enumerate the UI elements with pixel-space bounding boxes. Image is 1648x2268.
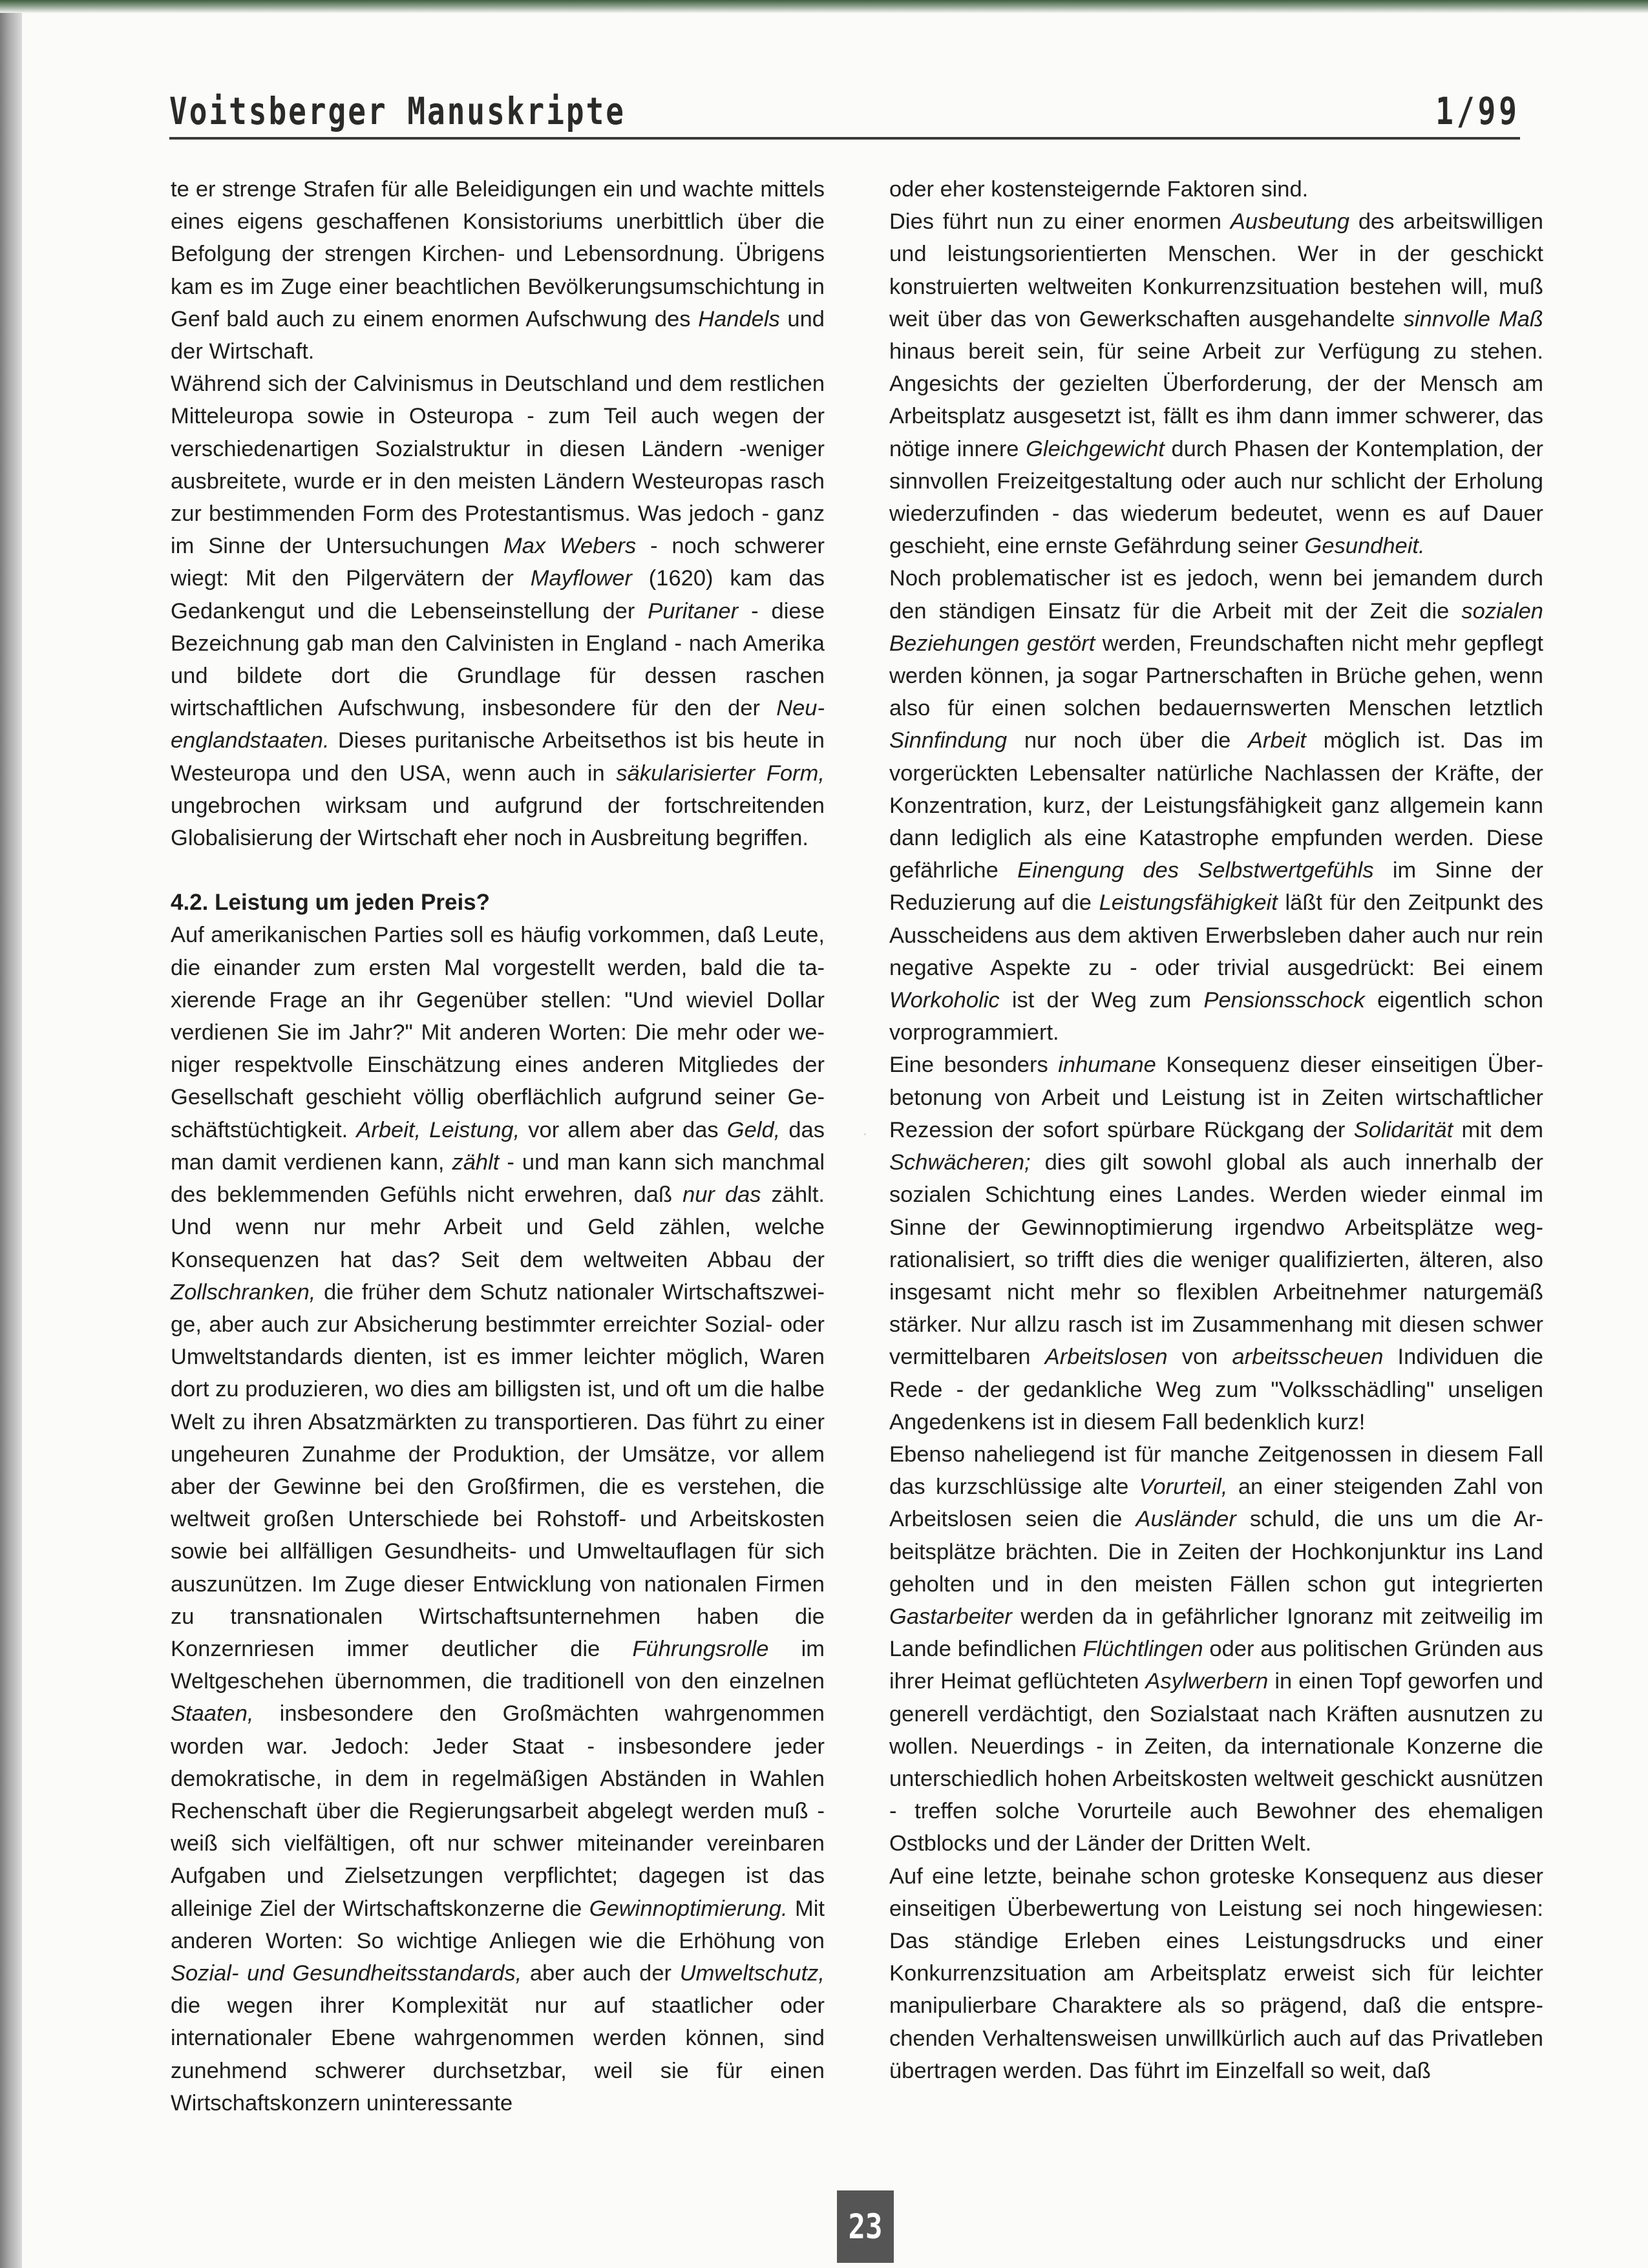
emphasis: Arbeit xyxy=(1247,728,1306,753)
paragraph xyxy=(171,919,825,2119)
text-run: - und man kann sich manchmal des beklemmenden Gefühls nicht erwehren, daß xyxy=(171,1150,825,1208)
text-run: an einer steigenden Zahl von Arbeitslosen seien die xyxy=(889,1475,1543,1532)
text-run: läßt für den Zeitpunkt des Ausscheidens aus dem aktiven Erwerbsleben daher auch nur rein negative Aspekte zu - oder trivial ausgedrückt: Bei einem xyxy=(889,890,1543,980)
text-run: das man damit verdienen kann, xyxy=(171,1117,825,1175)
text-run: von xyxy=(1167,1345,1232,1370)
text-run: ist der Weg zum xyxy=(999,988,1204,1013)
emphasis: Umweltschutz, xyxy=(679,1960,825,1986)
emphasis: zählt xyxy=(452,1150,500,1175)
emphasis: Gewinnoptimierung. xyxy=(589,1896,788,1921)
text-run: im Weltgeschehen übernommen, die traditionell von den einzelnen xyxy=(171,1636,825,1694)
text-run: Individuen die Rede - der gedankliche Weg zum "Volksschädling" unseligen Angedenkens ist in diesem Fall bedenklich kurz! xyxy=(889,1345,1543,1434)
text-run: schuld, die uns um die Arbeitsplätze brächten. Die in Zeiten der Hochkonjunktur ins Land geholten und in den meisten Fällen schon gut integrierten xyxy=(889,1507,1543,1597)
text-run: Mit anderen Worten: So wichtige Anliegen wie die Erhöhung von xyxy=(171,1896,825,1953)
emphasis: Einengung des Selbstwertgefühls xyxy=(1017,858,1374,883)
text-run: - noch schwerer wiegt: Mit den Pilgervätern der xyxy=(171,534,825,591)
emphasis: sinnvolle Maß xyxy=(1403,306,1543,331)
text-run: Auf amerikanischen Parties soll es häufig vorkommen, daß Leute, die einander zum ersten Mal vorgestellt werden, bald die taxierende Frage an ihr Gegenüber stellen: "Und wieviel Dollar verdienen Sie im Jahr?" Mit anderen Worten: Die mehr oder weniger respektvolle Einschätzung eines anderen Mitgliedes der Gesellschaft geschieht völlig oberflächlich aufgrund seiner Geschäftstüchtigkeit. xyxy=(171,923,825,1142)
emphasis: Schwächeren; xyxy=(889,1150,1031,1175)
emphasis: Sinnfindung xyxy=(889,728,1008,753)
left-column xyxy=(171,173,825,2119)
emphasis: arbeitsscheuen xyxy=(1232,1345,1384,1370)
paragraph xyxy=(171,368,825,854)
scan-speck: · xyxy=(863,1127,867,1141)
emphasis: Neuenglandstaaten. xyxy=(171,696,825,753)
emphasis: Führungsrolle xyxy=(632,1636,769,1661)
text-run: aber auch der xyxy=(522,1960,680,1986)
journal-title: Voitsberger Manuskripte xyxy=(169,89,626,133)
text-run: des arbeitswilligen und leistungsorientierten Menschen. Wer in der geschickt konstruierten weltweiten Konkurrenzsituation bestehen will, muß weit über das von Gewerkschaften ausgehandelte xyxy=(889,209,1543,331)
text-run: werden, Freundschaften nicht mehr gepflegt werden können, ja sogar Partnerschaften in Brüche gehen, wenn also für einen solchen bedauernswerten Menschen letztlich xyxy=(889,631,1543,721)
text-run: hinaus bereit sein, für seine Arbeit zur Verfügung zu stehen. Angesichts der gezielten Überforderung, der der Mensch am Arbeitsplatz ausgesetzt ist, fällt es ihm dann immer schwerer, das nötige innere xyxy=(889,339,1543,461)
text-run: - diese Bezeichnung gab man den Calvinisten in England - nach Amerika und bildete dort die Grundlage für dessen raschen wirtschaftlichen Aufschwung, insbesondere für den der xyxy=(171,598,825,721)
emphasis: Staaten, xyxy=(171,1701,254,1727)
section-heading: 4.2. Leistung um jeden Preis? xyxy=(171,890,491,916)
emphasis: säkularisierter Form, xyxy=(616,761,825,786)
text-run: Während sich der Calvinismus in Deutschland und dem restlichen Mitteleuropa sowie in Osteuropa - zum Teil auch wegen der verschiedenartigen Sozialstruktur in diesen Ländern -weniger ausbreitete, wurde er in den meisten Ländern Westeuropas rasch zur bestimmenden Form des Protestantismus. Was jedoch - ganz im Sinne der Untersuchungen xyxy=(171,372,825,559)
emphasis: Ausbeutung xyxy=(1230,209,1350,235)
text-run: die wegen ihrer Komplexität nur auf staatlicher oder internationaler Ebene wahrgenommen werden können, sind zunehmend schwerer durchsetzbar, weil sie für einen Wirtschaftskonzern uninteressante xyxy=(171,1993,825,2116)
paragraph xyxy=(171,173,825,368)
text-run: Dieses puritanische Arbeitsethos ist bis heute in Westeuropa und den USA, wenn auch in xyxy=(171,728,825,786)
emphasis: Asylwerbern xyxy=(1145,1669,1269,1694)
emphasis: Arbeit, Leistung, xyxy=(356,1117,520,1142)
text-run: te er strenge Strafen für alle Beleidigungen ein und wachte mittels eines eigens geschaffenen Konsistoriums unerbittlich über die Befolgung der strengen Kirchen- und Lebensordnung. Übrigens kam es im Zuge einer beachtlichen Bevölkerungsumschichtung in Genf bald auch zu einem enormen Aufschwung des xyxy=(171,177,825,331)
text-run: insbesondere den Großmächten wahrgenommen worden war. Jedoch: Jeder Staat - insbesondere jeder demokratische, in dem in regelmäßigen Abständen in Wahlen Rechenschaft über die Regierungsarbeit abgelegt werden muß - weiß sich vielfältigen, oft nur schwer miteinander vereinbaren Aufgaben und Zielsetzungen verpflichtet; dagegen ist das alleinige Ziel der Wirtschaftskonzerne die xyxy=(171,1701,825,1921)
text-run: Konsequenz dieser einseitigen Überbetonung von Arbeit und Leistung ist in Zeiten wirtschaftlicher Rezession der sofort spürbare Rückgang der xyxy=(889,1053,1543,1142)
emphasis: Leistungsfähigkeit xyxy=(1099,890,1278,916)
text-run: möglich ist. Das im vorgerückten Lebensalter natürliche Nachlassen der Kräfte, der Konzentration, kurz, der Leistungsfähigkeit ganz allgemein kann dann lediglich als eine Katastrophe empfunden werden. Diese gefährliche xyxy=(889,728,1543,883)
emphasis: Ausländer xyxy=(1136,1507,1236,1532)
page-number-box xyxy=(837,2190,894,2263)
emphasis: Sozial- und Gesundheitsstandards, xyxy=(171,1960,522,1986)
text-run: Eine besonders xyxy=(889,1053,1059,1078)
emphasis: Mayflower xyxy=(530,566,632,591)
emphasis: Gastarbeiter xyxy=(889,1604,1012,1629)
text-run: in einen Topf geworfen und generell verdächtigt, den Sozialstaat nach Kräften ausnutzen zu wollen. Neuerdings - in Zeiten, da internationale Konzerne die unterschiedlich hohen Arbeitskosten weltweit geschickt ausnützen - treffen solche Vorurteile auch Bewohner des ehemaligen Ostblocks und der Länder der Dritten Welt. xyxy=(889,1669,1543,1856)
page-number: 23 xyxy=(848,2207,883,2247)
header-rule xyxy=(169,137,1520,140)
emphasis: Gesundheit. xyxy=(1304,534,1425,559)
text-run: durch Phasen der Kontemplation, der sinnvollen Freizeitgestaltung oder auch nur schlicht der Erholung wiederzufinden - das wiederum bedeutet, wenn es auf Dauer geschieht, eine ernste Gefährdung seiner xyxy=(889,436,1544,559)
paragraph xyxy=(889,1438,1543,1860)
right-column xyxy=(889,173,1543,2087)
emphasis: Arbeitslosen xyxy=(1044,1345,1168,1370)
text-run: Noch problematischer ist es jedoch, wenn bei jemandem durch den ständigen Einsatz für die Arbeit mit der Zeit die xyxy=(889,566,1543,624)
emphasis: Puritaner xyxy=(648,598,739,624)
text-run: werden da in gefährlicher Ignoranz mit zeitweilig im Lande befindlichen xyxy=(889,1604,1543,1662)
emphasis: Flüchtlingen xyxy=(1083,1637,1203,1662)
text-run: oder aus politischen Gründen aus ihrer Heimat geflüchteten xyxy=(889,1637,1543,1694)
text-run: im Sinne der Reduzierung auf die xyxy=(889,858,1543,916)
text-run: (1620) kam das Gedankengut und die Lebenseinstellung der xyxy=(171,566,825,624)
page-header xyxy=(169,76,1520,134)
paragraph xyxy=(889,1049,1543,1438)
text-run: zählt. Und wenn nur mehr Arbeit und Geld zählen, welche Konsequenzen hat das? Seit dem weltweiten Abbau der xyxy=(171,1182,825,1272)
text-run: und der Wirtschaft. xyxy=(171,306,825,364)
text-run: ungebrochen wirksam und aufgrund der fortschreitenden Globalisierung der Wirtschaft eher noch in Ausbreitung begriffen. xyxy=(171,793,825,851)
emphasis: sozialen Beziehungen gestört xyxy=(889,598,1543,656)
emphasis: Solidarität xyxy=(1353,1117,1453,1142)
scan-edge-top xyxy=(0,0,1648,13)
emphasis: Pensionsschock xyxy=(1203,988,1365,1013)
emphasis: Handels xyxy=(698,306,780,331)
text-run: Ebenso naheliegend ist für manche Zeitgenossen in diesem Fall das kurzschlüssige alte xyxy=(889,1442,1543,1500)
emphasis: Vorurteil, xyxy=(1139,1475,1228,1500)
text-run: nur noch über die xyxy=(1007,728,1248,753)
text-run: vor allem aber das xyxy=(520,1117,727,1142)
emphasis: Gleichgewicht xyxy=(1026,436,1165,461)
text-run: eigentlich schon vorprogrammiert. xyxy=(889,988,1543,1045)
emphasis: inhumane xyxy=(1058,1053,1156,1078)
text-run: dies gilt sowohl global als auch innerhalb der sozialen Schichtung eines Landes. Werden wieder einmal im Sinne der Gewinnoptimierung irgendwo Arbeitsplätze wegrationalisiert, so trifft dies die weniger qualifizierten, älteren, also insgesamt nicht mehr so flexiblen Arbeitnehmer naturgemäß stärker. Nur allzu rasch ist im Zusammenhang mit diesen schwer vermittelbaren xyxy=(889,1150,1543,1370)
emphasis: Geld, xyxy=(726,1117,781,1142)
emphasis: Workoholic xyxy=(889,988,1000,1013)
text-run: die früher dem Schutz nationaler Wirtschaftszwei-ge, aber auch zur Absicherung bestimmter erreichter Sozial- oder Umweltstandards dienten, ist es immer leichter möglich, Waren dort zu produzieren, wo dies am billigsten ist, und oft um die halbe Welt zu ihren Absatzmärkten zu transportieren. Das führt zu einer ungeheuren Zunahme der Produktion, der Umsätze, vor allem aber der Gewinne bei den Großfirmen, die es verstehen, die weltweit großen Unterschiede bei Rohstoff- und Arbeitskosten sowie bei allfälligen Gesundheits- und Umweltauflagen für sich auszunützen. Im Zuge dieser Entwicklung von nationalen Firmen zu transnationalen Wirtschaftsunternehmen haben die Konzernriesen immer deutlicher die xyxy=(171,1279,825,1661)
emphasis: Zollschranken, xyxy=(171,1279,316,1305)
paragraph: oder eher kostensteigernde Faktoren sind. xyxy=(889,177,1309,202)
issue-number: 1/99 xyxy=(1435,89,1520,133)
scan-edge-left xyxy=(0,0,22,2268)
emphasis: Max Webers xyxy=(503,534,637,559)
text-run: Dies führt nun zu einer enormen xyxy=(889,209,1231,235)
paragraph: Auf eine letzte, beinahe schon groteske Konsequenz aus dieser einseitigen Überbewertung von Leistung sei noch hingewiesen: Das ständige Erleben eines Leistungsdrucks und einer Konkurrenzsituation am Arbeitsplatz erweist sich für leichter manipulierbare Charaktere als so prägend, daß die entsprechenden Verhaltensweisen unwillkürlich auch auf das Privatleben übertragen werden. Das führt im Einzelfall so weit, daß xyxy=(889,1864,1543,2083)
emphasis: nur das xyxy=(682,1182,761,1208)
paragraph xyxy=(889,562,1543,1049)
text-run: mit dem xyxy=(1453,1117,1543,1142)
paragraph xyxy=(889,205,1543,562)
